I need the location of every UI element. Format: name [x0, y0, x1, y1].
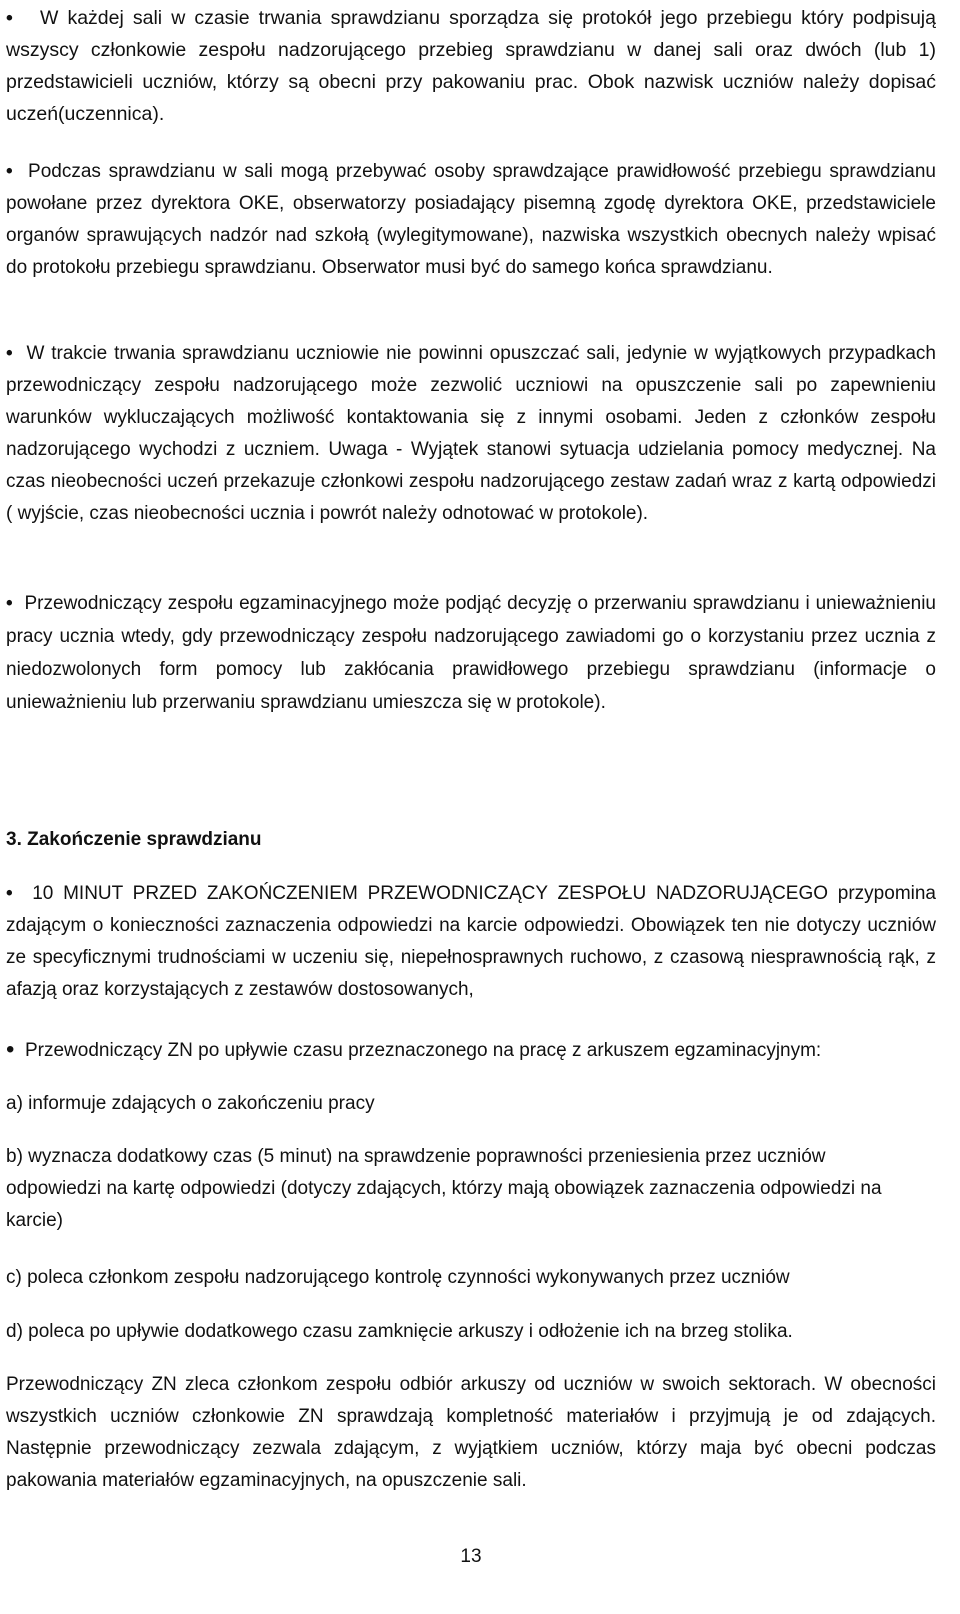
bullet-glyph: • — [6, 593, 13, 614]
paragraph-collection: Przewodniczący ZN zleca członkom zespołu odbiór arkuszy od uczniów w swoich sektorach. W obecności wszystkich uczniów członkowie ZN sprawdzają kompletność materiałów i przyjmują je od zdających. Następnie przewodniczący zezwala zdającym, z wyjątkiem uczniów, którzy maja być obecni podczas pakowania materiałów egzaminacyjnych, na opuszczenie sali. — [6, 1374, 936, 1491]
paragraph-text: Przewodniczący zespołu egzaminacyjnego może podjąć decyzję o przerwaniu sprawdzianu i unieważnieniu pracy ucznia wtedy, gdy przewodniczący zespołu nadzorującego zawiadomi go o korzystaniu przez ucznia z niedozwolonych form pomocy lub zakłócania prawidłowego przebiegu sprawdzianu (informacje o unieważnieniu lub przerwaniu sprawdzianu umieszcza się w protokole). — [6, 593, 937, 713]
list-item-b: b) wyznacza dodatkowy czas (5 minut) na sprawdzenie poprawności przeniesienia przez uczniów odpowiedzi na kartę odpowiedzi (dotyczy zdających, którzy mają obowiązek zaznaczenia odpowiedzi na karcie) — [6, 1146, 882, 1231]
paragraph-text: Przewodniczący ZN po upływie czasu przeznaczonego na pracę z arkuszem egzaminacyjnym: — [24, 1040, 822, 1061]
bullet-glyph: • — [6, 883, 13, 904]
paragraph-invalidation — [6, 587, 936, 719]
section-heading: 3. Zakończenie sprawdzianu — [6, 829, 262, 850]
paragraph-text: 10 MINUT PRZED ZAKOŃCZENIEM PRZEWODNICZĄCY ZESPOŁU NADZORUJĄCEGO przypomina zdającym o konieczności zaznaczenia odpowiedzi na karcie odpowiedzi. Obowiązek ten nie dotyczy uczniów ze specyficznymi trudnościami w uczeniu się, niepełnosprawnych ruchowo, z czasową niesprawnością rąk, z afazją oraz korzystających z zestawów dostosowanych, — [6, 883, 936, 1000]
list-item-a: a) informuje zdających o zakończeniu pracy — [6, 1093, 375, 1114]
bullet-glyph: • — [6, 1036, 15, 1063]
paragraph-text: W trakcie trwania sprawdzianu uczniowie nie powinni opuszczać sali, jedynie w wyjątkowych przypadkach przewodniczący zespołu nadzorującego może zezwolić uczniowi na opuszczenie sali po zapewnieniu warunków wykluczających możliwość kontaktowania się z innymi osobami. Jeden z członków zespołu nadzorującego wychodzi z uczniem. Uwaga - Wyjątek stanowi sytuacja udzielania pomocy medycznej. Na czas nieobecności uczeń przekazuje członkowi zespołu nadzorującego zestaw zadań wraz z kartą odpowiedzi ( wyjście, czas nieobecności ucznia i powrót należy odnotować w protokole). — [6, 343, 936, 524]
paragraph-protocol — [6, 2, 936, 130]
page-number: 13 — [460, 1546, 482, 1567]
paragraph-leaving-room — [6, 338, 936, 530]
bullet-glyph: • — [6, 7, 13, 29]
paragraph-ten-minutes — [6, 878, 936, 1006]
paragraph-text: W każdej sali w czasie trwania sprawdzianu sporządza się protokół jego przebiegu który podpisują wszyscy członkowie zespołu nadzorującego przebieg sprawdzianu w danej sali oraz dwóch (lub 1) przedstawicieli uczniów, którzy są obecni przy pakowaniu prac. Obok nazwisk uczniów należy dopisać uczeń(uczennica). — [6, 7, 936, 125]
bullet-glyph: • — [6, 161, 13, 182]
bullet-glyph: • — [6, 343, 13, 364]
list-item-d: d) poleca po upływie dodatkowego czasu zamknięcie arkuszy i odłożenie ich na brzeg stolika. — [6, 1321, 793, 1342]
paragraph-after-time — [6, 1035, 936, 1067]
paragraph-text: Podczas sprawdzianu w sali mogą przebywać osoby sprawdzające prawidłowość przebiegu sprawdzianu powołane przez dyrektora OKE, obserwatorzy posiadający pisemną zgodę dyrektora OKE, przedstawiciele organów sprawujących nadzór nad szkołą (wylegitymowane), nazwiska wszystkich obecnych należy wpisać do protokołu przebiegu sprawdzianu. Obserwator musi być do samego końca sprawdzianu. — [6, 161, 936, 278]
list-item-c: c) poleca członkom zespołu nadzorującego kontrolę czynności wykonywanych przez uczniów — [6, 1267, 790, 1288]
paragraph-observers — [6, 156, 936, 284]
